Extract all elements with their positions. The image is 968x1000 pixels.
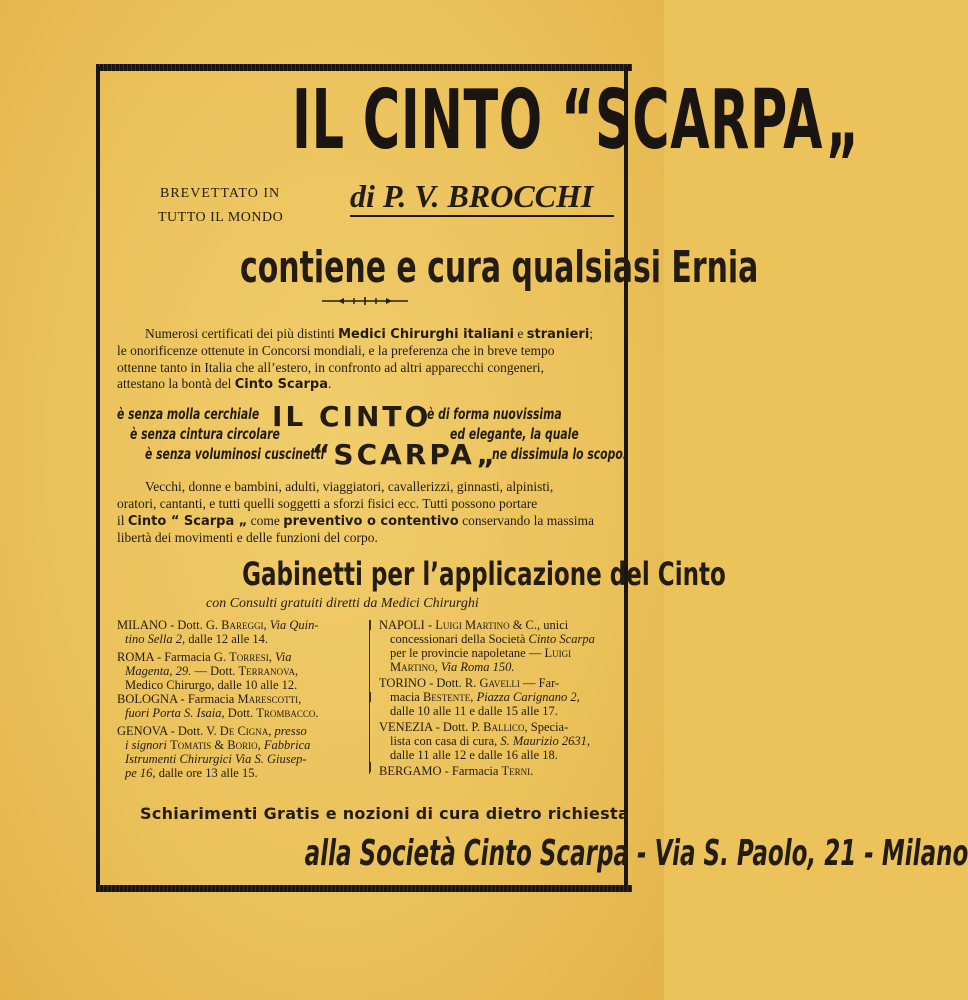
- milano-line-1: [117, 618, 318, 632]
- entry-name: Martino,: [390, 660, 438, 674]
- users-line-2: oratori, cantanti, e tutti quelli soggetti a sforzi fisici ecc. Tutti possono portare: [117, 496, 538, 511]
- venezia-line-2: [390, 734, 590, 748]
- genova-line-3: [125, 752, 307, 766]
- entry-name: Gavelli: [479, 676, 520, 690]
- entry-text: VENEZIA - Dott. P.: [379, 720, 481, 734]
- intro-text: ;: [589, 326, 594, 341]
- bologna-line-2: [125, 706, 319, 720]
- entry-name: Terranova,: [238, 664, 299, 678]
- column-divider: [369, 620, 371, 774]
- footer-address: alla Società Cinto Scarpa - Via S. Paolo, 21 - Milano: [304, 833, 968, 874]
- intro-emphasis: Medici Chirurghi italiani: [338, 327, 515, 342]
- intro-emphasis: stranieri: [526, 327, 590, 342]
- napoli-line-3: [390, 646, 571, 660]
- entry-text: macia: [390, 690, 420, 704]
- entry-text: ROMA - Farmacia G.: [117, 650, 227, 664]
- entry-address: Via: [275, 650, 292, 664]
- feature-right-2: ed elegante, la quale: [450, 425, 579, 443]
- intro-text: attestano la bontà del: [117, 376, 232, 391]
- torino-line-3: dalle 10 alle 11 e dalle 15 alle 17.: [390, 704, 558, 718]
- entry-name: Marescotti,: [237, 692, 302, 706]
- inventor-underline: [350, 215, 614, 217]
- napoli-line-1: [379, 618, 568, 632]
- entry-text: &: [214, 738, 225, 752]
- entry-text: Dott.: [227, 706, 254, 720]
- entry-address: presso: [274, 724, 307, 738]
- roma-line-2: [125, 664, 298, 678]
- feature-right-1: è di forma nuovissima: [427, 405, 562, 423]
- entry-address: fuori Porta S. Isaia,: [125, 706, 225, 720]
- entry-address: Magenta, 29.: [125, 664, 192, 678]
- genova-line-4: [125, 766, 258, 780]
- intro-line-3: ottenne tanto in Italia che all’estero, in confronto ad altri apparecchi congeneri,: [117, 360, 544, 375]
- intro-text: .: [327, 376, 332, 391]
- entry-address: pe 16,: [125, 766, 156, 780]
- feature-center-2: “SCARPA„: [312, 438, 498, 471]
- bologna-line-1: [117, 692, 301, 706]
- headline: contiene e cura qualsiasi Ernia: [239, 242, 759, 293]
- entry-name: Torresi,: [229, 650, 272, 664]
- torino-line-2: [390, 690, 580, 704]
- intro-line-2: le onorificenze ottenute in Concorsi mondiali, e la preferenza che in breve tempo: [117, 343, 555, 358]
- feature-left-1: è senza molla cerchiale: [117, 405, 260, 423]
- entry-text: lista con casa di cura,: [390, 734, 498, 748]
- entry-text: — Far-: [522, 676, 560, 690]
- entry-address: Cinto Scarpa: [528, 632, 595, 646]
- entry-text: dalle 12 alle 14.: [188, 632, 269, 646]
- napoli-line-2: [390, 632, 595, 646]
- feature-left-2: è senza cintura circolare: [130, 425, 280, 443]
- entry-text: BERGAMO - Farmacia: [379, 764, 499, 778]
- entry-text: TORINO - Dott. R.: [379, 676, 477, 690]
- torino-line-1: [379, 676, 559, 690]
- entry-name: Luigi: [544, 646, 572, 660]
- venezia-line-3: dalle 11 alle 12 e dalle 16 alle 18.: [390, 748, 558, 762]
- feature-right-3: ne dissimula lo scopo.: [492, 445, 627, 463]
- entry-address: Via Quin-: [269, 618, 319, 632]
- milano-line-2: [125, 632, 268, 646]
- entry-address: tino Sella 2,: [125, 632, 186, 646]
- venezia-line-1: [379, 720, 568, 734]
- users-line-1: Vecchi, donne e bambini, adulti, viaggiatori, cavallerizzi, ginnasti, alpinisti,: [145, 479, 554, 494]
- entry-name: Trombacco.: [256, 706, 319, 720]
- entry-name: Bareggi,: [221, 618, 267, 632]
- footer-info-line: Schiarimenti Gratis e nozioni di cura dietro richiesta: [140, 804, 630, 823]
- feature-left-3: è senza voluminosi cuscinetti: [145, 445, 325, 463]
- entry-text: concessionari della Società: [390, 632, 526, 646]
- users-emphasis: preventivo o contentivo: [283, 514, 459, 529]
- users-text: come: [250, 513, 280, 528]
- entry-name: Ballico,: [483, 720, 528, 734]
- entry-text: Specia-: [530, 720, 569, 734]
- patent-line-1: BREVETTATO IN: [160, 186, 281, 201]
- users-text: il: [117, 513, 125, 528]
- entry-text: MILANO - Dott. G.: [117, 618, 219, 632]
- users-text: conservando la massima: [462, 513, 595, 528]
- entry-text: per le provincie napoletane —: [390, 646, 542, 660]
- intro-line-4: [117, 376, 331, 392]
- intro-line-1: [145, 326, 593, 342]
- entry-name: Borio,: [227, 738, 261, 752]
- entry-name: Luigi Martino: [435, 618, 510, 632]
- roma-line-1: [117, 650, 291, 664]
- entry-text: GENOVA - Dott. V.: [117, 724, 217, 738]
- intro-text: e: [517, 326, 524, 341]
- ad-title: IL CINTO “SCARPA„: [292, 73, 860, 168]
- entry-name: Bestente,: [422, 690, 474, 704]
- entry-address: i signori: [125, 738, 168, 752]
- roma-line-3: Medico Chirurgo, dalle 10 alle 12.: [125, 678, 298, 692]
- intro-text: Numerosi certificati dei più distinti: [145, 326, 335, 341]
- entry-address: S. Maurizio 2631,: [500, 734, 590, 748]
- entry-address: Fabbrica: [263, 738, 311, 752]
- entry-address: Via Roma 150.: [440, 660, 515, 674]
- entry-text: — Dott.: [194, 664, 236, 678]
- entry-text: dalle ore 13 alle 15.: [158, 766, 258, 780]
- users-emphasis: Cinto “ Scarpa „: [127, 514, 248, 529]
- ornament-divider: [322, 296, 408, 306]
- entry-text: BOLOGNA - Farmacia: [117, 692, 235, 706]
- bergamo-line: [379, 764, 533, 778]
- entry-name: Tomatis: [170, 738, 212, 752]
- inventor-name: di P. V. BROCCHI: [350, 178, 594, 214]
- entry-address: Piazza Carignano 2,: [476, 690, 580, 704]
- patent-line-2: TUTTO IL MONDO: [158, 210, 284, 225]
- users-line-4: libertà dei movimenti e delle funzioni del corpo.: [117, 530, 378, 545]
- entry-name: Terni.: [501, 764, 534, 778]
- gabinetti-subtitle: con Consulti gratuiti diretti da Medici Chirurghi: [206, 596, 479, 611]
- intro-emphasis: Cinto Scarpa: [234, 377, 328, 392]
- feature-center-1: IL CINTO: [272, 400, 432, 433]
- bottom-border-rule: [96, 885, 632, 892]
- users-line-3: [117, 513, 594, 529]
- entry-address: Istrumenti Chirurgici Via S. Giusep-: [125, 752, 307, 766]
- genova-line-2: [125, 738, 310, 752]
- gabinetti-title: Gabinetti per l’applicazione del Cinto: [242, 555, 726, 593]
- genova-line-1: [117, 724, 307, 738]
- entry-text: NAPOLI -: [379, 618, 433, 632]
- entry-name: De Cigna,: [219, 724, 272, 738]
- entry-text: & C., unici: [512, 618, 569, 632]
- napoli-line-4: [390, 660, 515, 674]
